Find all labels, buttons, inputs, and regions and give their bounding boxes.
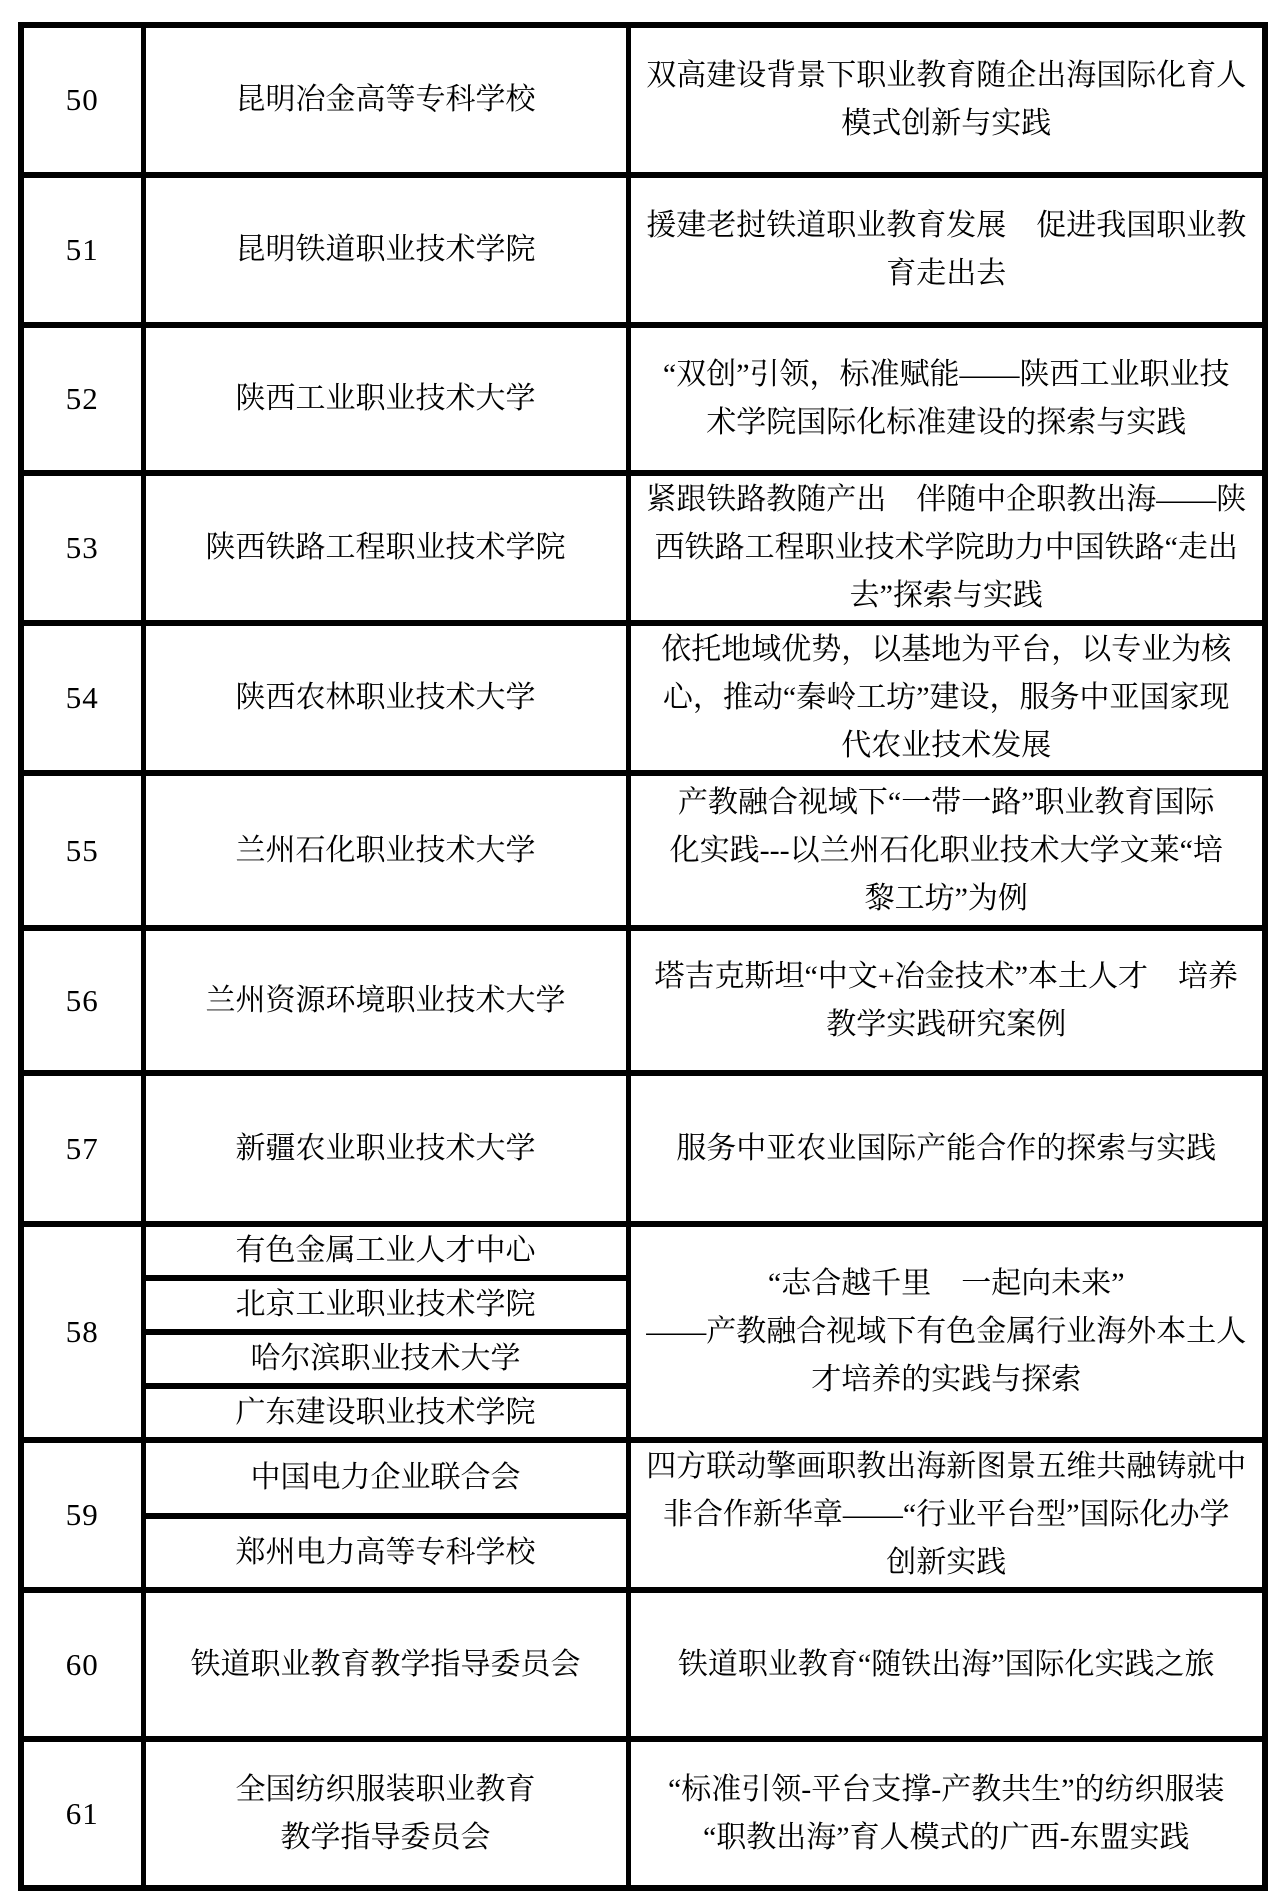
row-number: 54 [21,623,143,773]
title-line: “标准引领-平台支撑-产教共生”的纺织服装 [667,1772,1225,1806]
title-line: ——产教融合视域下有色金属行业海外本土人 [646,1315,1247,1348]
title-line: 模式创新与实践 [841,107,1052,140]
title-cell [628,175,1265,325]
title-line: 教学实践研究案例 [826,1007,1067,1041]
table-row [21,25,1265,175]
title-line: 紧跟铁路教随产出 伴随中企职教出海——陕 [646,483,1247,516]
table-row [21,1590,1265,1739]
title-line: “志合越千里 一起向未来” [767,1267,1125,1300]
results-table [18,22,1268,1891]
title-line: 术学院国际化标准建设的探索与实践 [706,406,1187,439]
title-line: 塔吉克斯坦“中文+冶金技术”本土人才 培养 [654,959,1239,993]
table-row [21,623,1265,773]
title-cell [628,928,1265,1073]
title-line: 非合作新华章——“行业平台型”国际化办学 [662,1498,1230,1531]
org-name: 郑州电力高等专科学校 [235,1535,536,1569]
title-line: 铁道职业教育“随铁出海”国际化实践之旅 [677,1647,1215,1681]
table-row [21,928,1265,1073]
table-row [21,773,1265,928]
document-page [18,22,1268,1891]
org-cell [143,928,628,1073]
org-name: 教学指导委员会 [280,1820,491,1854]
org-cell [143,1590,628,1739]
org-name: 昆明铁道职业技术学院 [235,233,536,266]
title-line: 双高建设背景下职业教育随企出海国际化育人 [646,59,1247,92]
table-row [21,1739,1265,1888]
title-cell [628,1590,1265,1739]
org-cell [143,473,628,623]
title-cell [628,25,1265,175]
row-number: 60 [21,1590,143,1739]
title-line: 去”探索与实践 [849,579,1043,612]
row-number: 52 [21,325,143,473]
title-line: 援建老挝铁道职业教育发展 促进我国职业教 [646,209,1247,242]
title-line: 创新实践 [886,1546,1007,1579]
org-name: 陕西农林职业技术大学 [235,681,536,714]
row-number: 56 [21,928,143,1073]
org-name: 兰州资源环境职业技术大学 [205,983,566,1017]
row-number: 50 [21,25,143,175]
org-cell [143,1440,628,1516]
title-line: 四方联动擎画职教出海新图景五维共融铸就中 [646,1450,1247,1483]
row-number: 61 [21,1739,143,1888]
row-number: 53 [21,473,143,623]
row-number: 58 [21,1224,143,1440]
title-cell [628,1073,1265,1224]
title-line: 服务中亚农业国际产能合作的探索与实践 [676,1131,1217,1165]
title-line: 化实践---以兰州石化职业技术大学文莱“培 [669,833,1223,867]
title-line: 产教融合视域下“一带一路”职业教育国际 [677,785,1215,819]
org-name: 广东建设职业技术学院 [235,1396,536,1429]
row-number: 57 [21,1073,143,1224]
org-name: 哈尔滨职业技术大学 [250,1342,521,1375]
table-row [21,1440,1265,1516]
title-line: 心，推动“秦岭工坊”建设，服务中亚国家现 [662,681,1230,714]
org-cell [143,623,628,773]
row-number: 51 [21,175,143,325]
row-number: 59 [21,1440,143,1590]
title-line: 代农业技术发展 [841,729,1052,762]
title-cell [628,1224,1265,1440]
org-name: 中国电力企业联合会 [250,1460,521,1494]
org-cell [143,325,628,473]
org-name: 新疆农业职业技术大学 [235,1131,536,1165]
table-row [21,1224,1265,1278]
org-name: 昆明冶金高等专科学校 [235,83,536,116]
org-cell [143,773,628,928]
org-cell [143,1278,628,1332]
org-name: 铁道职业教育教学指导委员会 [190,1647,581,1681]
org-name: 全国纺织服装职业教育 [235,1772,536,1806]
title-line: 黎工坊”为例 [864,881,1028,915]
org-cell [143,1332,628,1386]
title-cell [628,325,1265,473]
org-cell [143,1224,628,1278]
title-cell [628,773,1265,928]
org-name: 陕西铁路工程职业技术学院 [205,531,566,564]
title-line: 依托地域优势，以基地为平台，以专业为核 [661,633,1232,666]
org-name: 北京工业职业技术学院 [235,1288,536,1321]
org-name: 兰州石化职业技术大学 [235,833,536,867]
title-cell [628,1739,1265,1888]
title-line: “双创”引领，标准赋能——陕西工业职业技 [662,358,1230,391]
title-cell [628,1440,1265,1590]
title-line: “职教出海”育人模式的广西-东盟实践 [702,1820,1190,1854]
title-cell [628,473,1265,623]
table-row [21,1073,1265,1224]
title-line: 西铁路工程职业技术学院助力中国铁路“走出 [654,531,1238,564]
title-cell [628,623,1265,773]
org-cell [143,25,628,175]
org-cell [143,1516,628,1590]
org-cell [143,1386,628,1440]
table-row [21,175,1265,325]
title-line: 育走出去 [886,257,1007,290]
table-row [21,473,1265,623]
title-line: 才培养的实践与探索 [811,1363,1082,1396]
org-cell [143,175,628,325]
org-cell [143,1739,628,1888]
table-row [21,325,1265,473]
row-number: 55 [21,773,143,928]
org-cell [143,1073,628,1224]
org-name: 有色金属工业人才中心 [235,1234,536,1267]
org-name: 陕西工业职业技术大学 [235,382,536,415]
